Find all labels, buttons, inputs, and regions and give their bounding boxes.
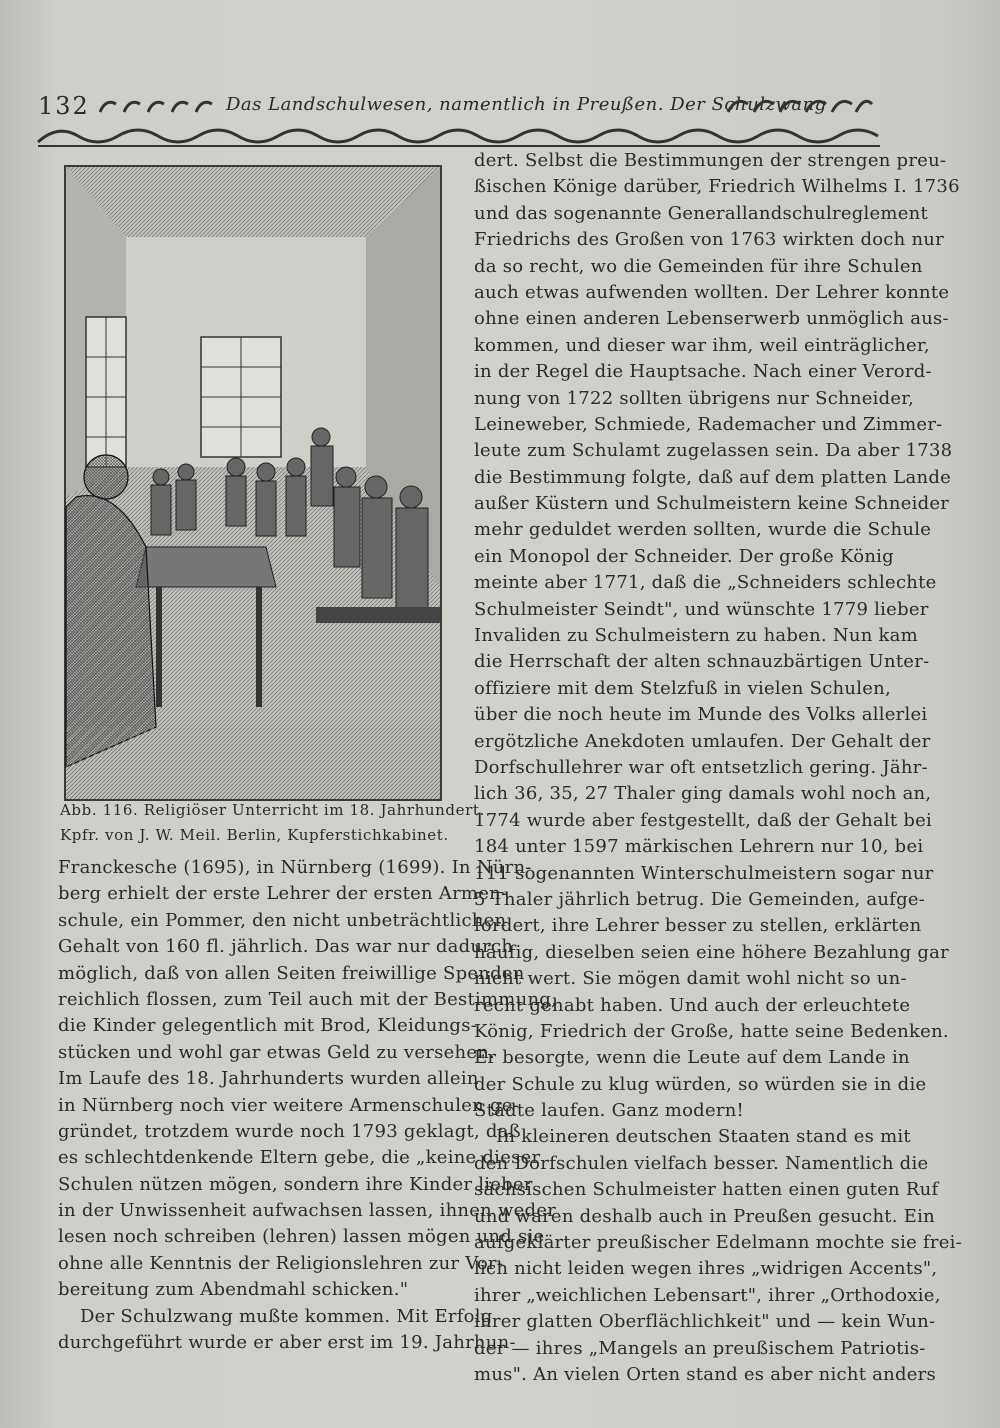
text-line: in der Regel die Hauptsache. Nach einer Verord- xyxy=(474,361,932,383)
text-line: die Kinder gelegentlich mit Brod, Kleidungs- xyxy=(58,1015,478,1037)
text-line: berg erhielt der erste Lehrer der ersten Armen- xyxy=(58,883,508,905)
text-line: 184 unter 1597 märkischen Lehrern nur 10, bei xyxy=(474,836,924,858)
page-header xyxy=(38,92,878,152)
text-line: 1774 wurde aber festgestellt, daß der Gehalt bei xyxy=(474,809,933,831)
text-line: Leineweber, Schmiede, Rademacher und Zimmer- xyxy=(474,413,943,435)
text-line: der — ihres „Mangels an preußischem Patriotis- xyxy=(474,1337,926,1359)
text-line: lesen noch schreiben (lehren) lassen mögen und sie xyxy=(58,1226,545,1248)
text-line: Der Schulzwang mußte kommen. Mit Erfolg xyxy=(80,1305,493,1327)
text-line: gründet, trotzdem wurde noch 1793 geklagt, daß xyxy=(58,1120,521,1142)
text-line: und das sogenannte Generallandschulreglement xyxy=(474,202,928,224)
caption-line: Abb. 116. Religiöser Unterricht im 18. Jahrhundert. xyxy=(60,801,485,819)
page-number: 132 xyxy=(38,92,90,120)
text-line: in der Unwissenheit aufwachsen lassen, ihnen weder xyxy=(58,1200,557,1222)
text-line: ohne einen anderen Lebenserwerb unmöglich aus- xyxy=(474,308,949,330)
text-line: ßischen Könige darüber, Friedrich Wilhelms I. 1736 xyxy=(474,176,960,198)
text-line: es schlechtdenkende Eltern gebe, die „keine dieser xyxy=(58,1147,541,1169)
text-line: ohne alle Kenntnis der Religionslehren zur Vor- xyxy=(58,1252,504,1274)
text-line: nicht wert. Sie mögen damit wohl nicht so un- xyxy=(474,968,907,990)
text-line: ihrer „weichlichen Lebensart", ihrer „Orthodoxie, xyxy=(474,1284,941,1306)
text-line: und waren deshalb auch in Preußen gesucht. Ein xyxy=(474,1205,935,1227)
figure-caption xyxy=(60,798,485,848)
text-line: bereitung zum Abendmahl schicken." xyxy=(58,1279,409,1301)
ornament-right-icon xyxy=(724,94,874,116)
text-line: Franckesche (1695), in Nürnberg (1699). In Nürn- xyxy=(58,857,532,878)
engraving-illustration xyxy=(64,165,442,801)
text-line: außer Küstern und Schulmeistern keine Schneider xyxy=(474,493,950,515)
text-line: den Dorfschulen vielfach besser. Namentlich die xyxy=(474,1152,929,1174)
text-line: in Nürnberg noch vier weitere Armenschulen ge- xyxy=(58,1094,519,1116)
text-line: auch etwas aufwenden wollten. Der Lehrer konnte xyxy=(474,281,950,303)
text-line: offiziere mit dem Stelzfuß in vielen Schulen, xyxy=(474,677,891,699)
text-line: Invaliden zu Schulmeistern zu haben. Nun kam xyxy=(474,625,918,647)
caption-line: Kpfr. von J. W. Meil. Berlin, Kupferstichkabinet. xyxy=(60,826,449,844)
text-line: Im Laufe des 18. Jahrhunderts wurden allein xyxy=(58,1068,479,1090)
right-text-column xyxy=(474,148,963,1388)
text-line: da so recht, wo die Gemeinden für ihre Schulen xyxy=(474,255,923,277)
text-line: In kleineren deutschen Staaten stand es mit xyxy=(496,1126,911,1148)
text-line: mus". An vielen Orten stand es aber nicht anders xyxy=(474,1363,936,1385)
text-line: dert. Selbst die Bestimmungen der strengen preu- xyxy=(474,150,947,171)
text-line: leute zum Schulamt zugelassen sein. Da aber 1738 xyxy=(474,440,953,462)
text-line: häufig, dieselben seien eine höhere Bezahlung gar xyxy=(474,941,949,963)
left-text-column xyxy=(58,855,558,1356)
text-line: 111 sogenannten Winterschulmeistern sogar nur xyxy=(474,862,934,884)
text-line: aufgeklärter preußischer Edelmann mochte sie frei- xyxy=(474,1232,963,1254)
text-line: lich 36, 35, 27 Thaler ging damals wohl noch an, xyxy=(474,783,932,805)
text-line: ein Monopol der Schneider. Der große König xyxy=(474,545,894,567)
text-line: fordert, ihre Lehrer besser zu stellen, erklärten xyxy=(474,915,922,937)
text-line: recht gehabt haben. Und auch der erleuchtete xyxy=(474,994,911,1016)
text-line: kommen, und dieser war ihm, weil einträglicher, xyxy=(474,334,930,356)
text-line: über die noch heute im Munde des Volks allerlei xyxy=(474,704,928,726)
text-line: König, Friedrich der Große, hatte seine Bedenken. xyxy=(474,1020,949,1042)
text-line: meinte aber 1771, daß die „Schneiders schlechte xyxy=(474,572,937,594)
text-line: die Bestimmung folgte, daß auf dem platten Lande xyxy=(474,466,952,488)
text-line: lich nicht leiden wegen ihres „widrigen Accents", xyxy=(474,1258,938,1280)
ornament-left-icon xyxy=(96,96,220,116)
text-line: Schulmeister Seindt", und wünschte 1779 lieber xyxy=(474,598,929,620)
text-line: Friedrichs des Großen von 1763 wirkten doch nur xyxy=(474,229,944,251)
text-line: Dorfschullehrer war oft entsetzlich gering. Jähr- xyxy=(474,756,928,778)
text-line: Schulen nützen mögen, sondern ihre Kinder lieber xyxy=(58,1173,533,1195)
text-line: ergötzliche Anekdoten umlaufen. Der Gehalt der xyxy=(474,730,931,752)
text-line: mehr geduldet werden sollten, wurde die Schule xyxy=(474,519,932,541)
text-line: ihrer glatten Oberflächlichkeit" und — kein Wun- xyxy=(474,1311,936,1333)
text-line: reichlich flossen, zum Teil auch mit der Bestimmung, xyxy=(58,988,558,1010)
text-line: schule, ein Pommer, den nicht unbeträchtlichen xyxy=(58,909,507,931)
text-line: die Herrschaft der alten schnauzbärtigen Unter- xyxy=(474,651,930,673)
text-line: Gehalt von 160 fl. jährlich. Das war nur dadurch xyxy=(58,936,514,958)
text-line: sächsischen Schulmeister hatten einen guten Ruf xyxy=(474,1179,939,1201)
text-line: 5 Thaler jährlich betrug. Die Gemeinden, aufge- xyxy=(474,888,926,910)
text-line: Städte laufen. Ganz modern! xyxy=(474,1100,745,1122)
text-line: Er besorgte, wenn die Leute auf dem Lande in xyxy=(474,1047,910,1069)
text-line: möglich, daß von allen Seiten freiwillige Spenden xyxy=(58,962,525,984)
text-line: stücken und wohl gar etwas Geld zu versehen. xyxy=(58,1041,496,1063)
running-title: Das Landschulwesen, namentlich in Preußen. Der Schulzwang xyxy=(226,94,827,115)
text-line: nung von 1722 sollten übrigens nur Schneider, xyxy=(474,387,915,409)
ornament-band-icon xyxy=(38,122,880,148)
text-line: durchgeführt wurde er aber erst im 19. Jahrhun- xyxy=(58,1332,516,1354)
text-line: der Schule zu klug würden, so würden sie in die xyxy=(474,1073,927,1095)
